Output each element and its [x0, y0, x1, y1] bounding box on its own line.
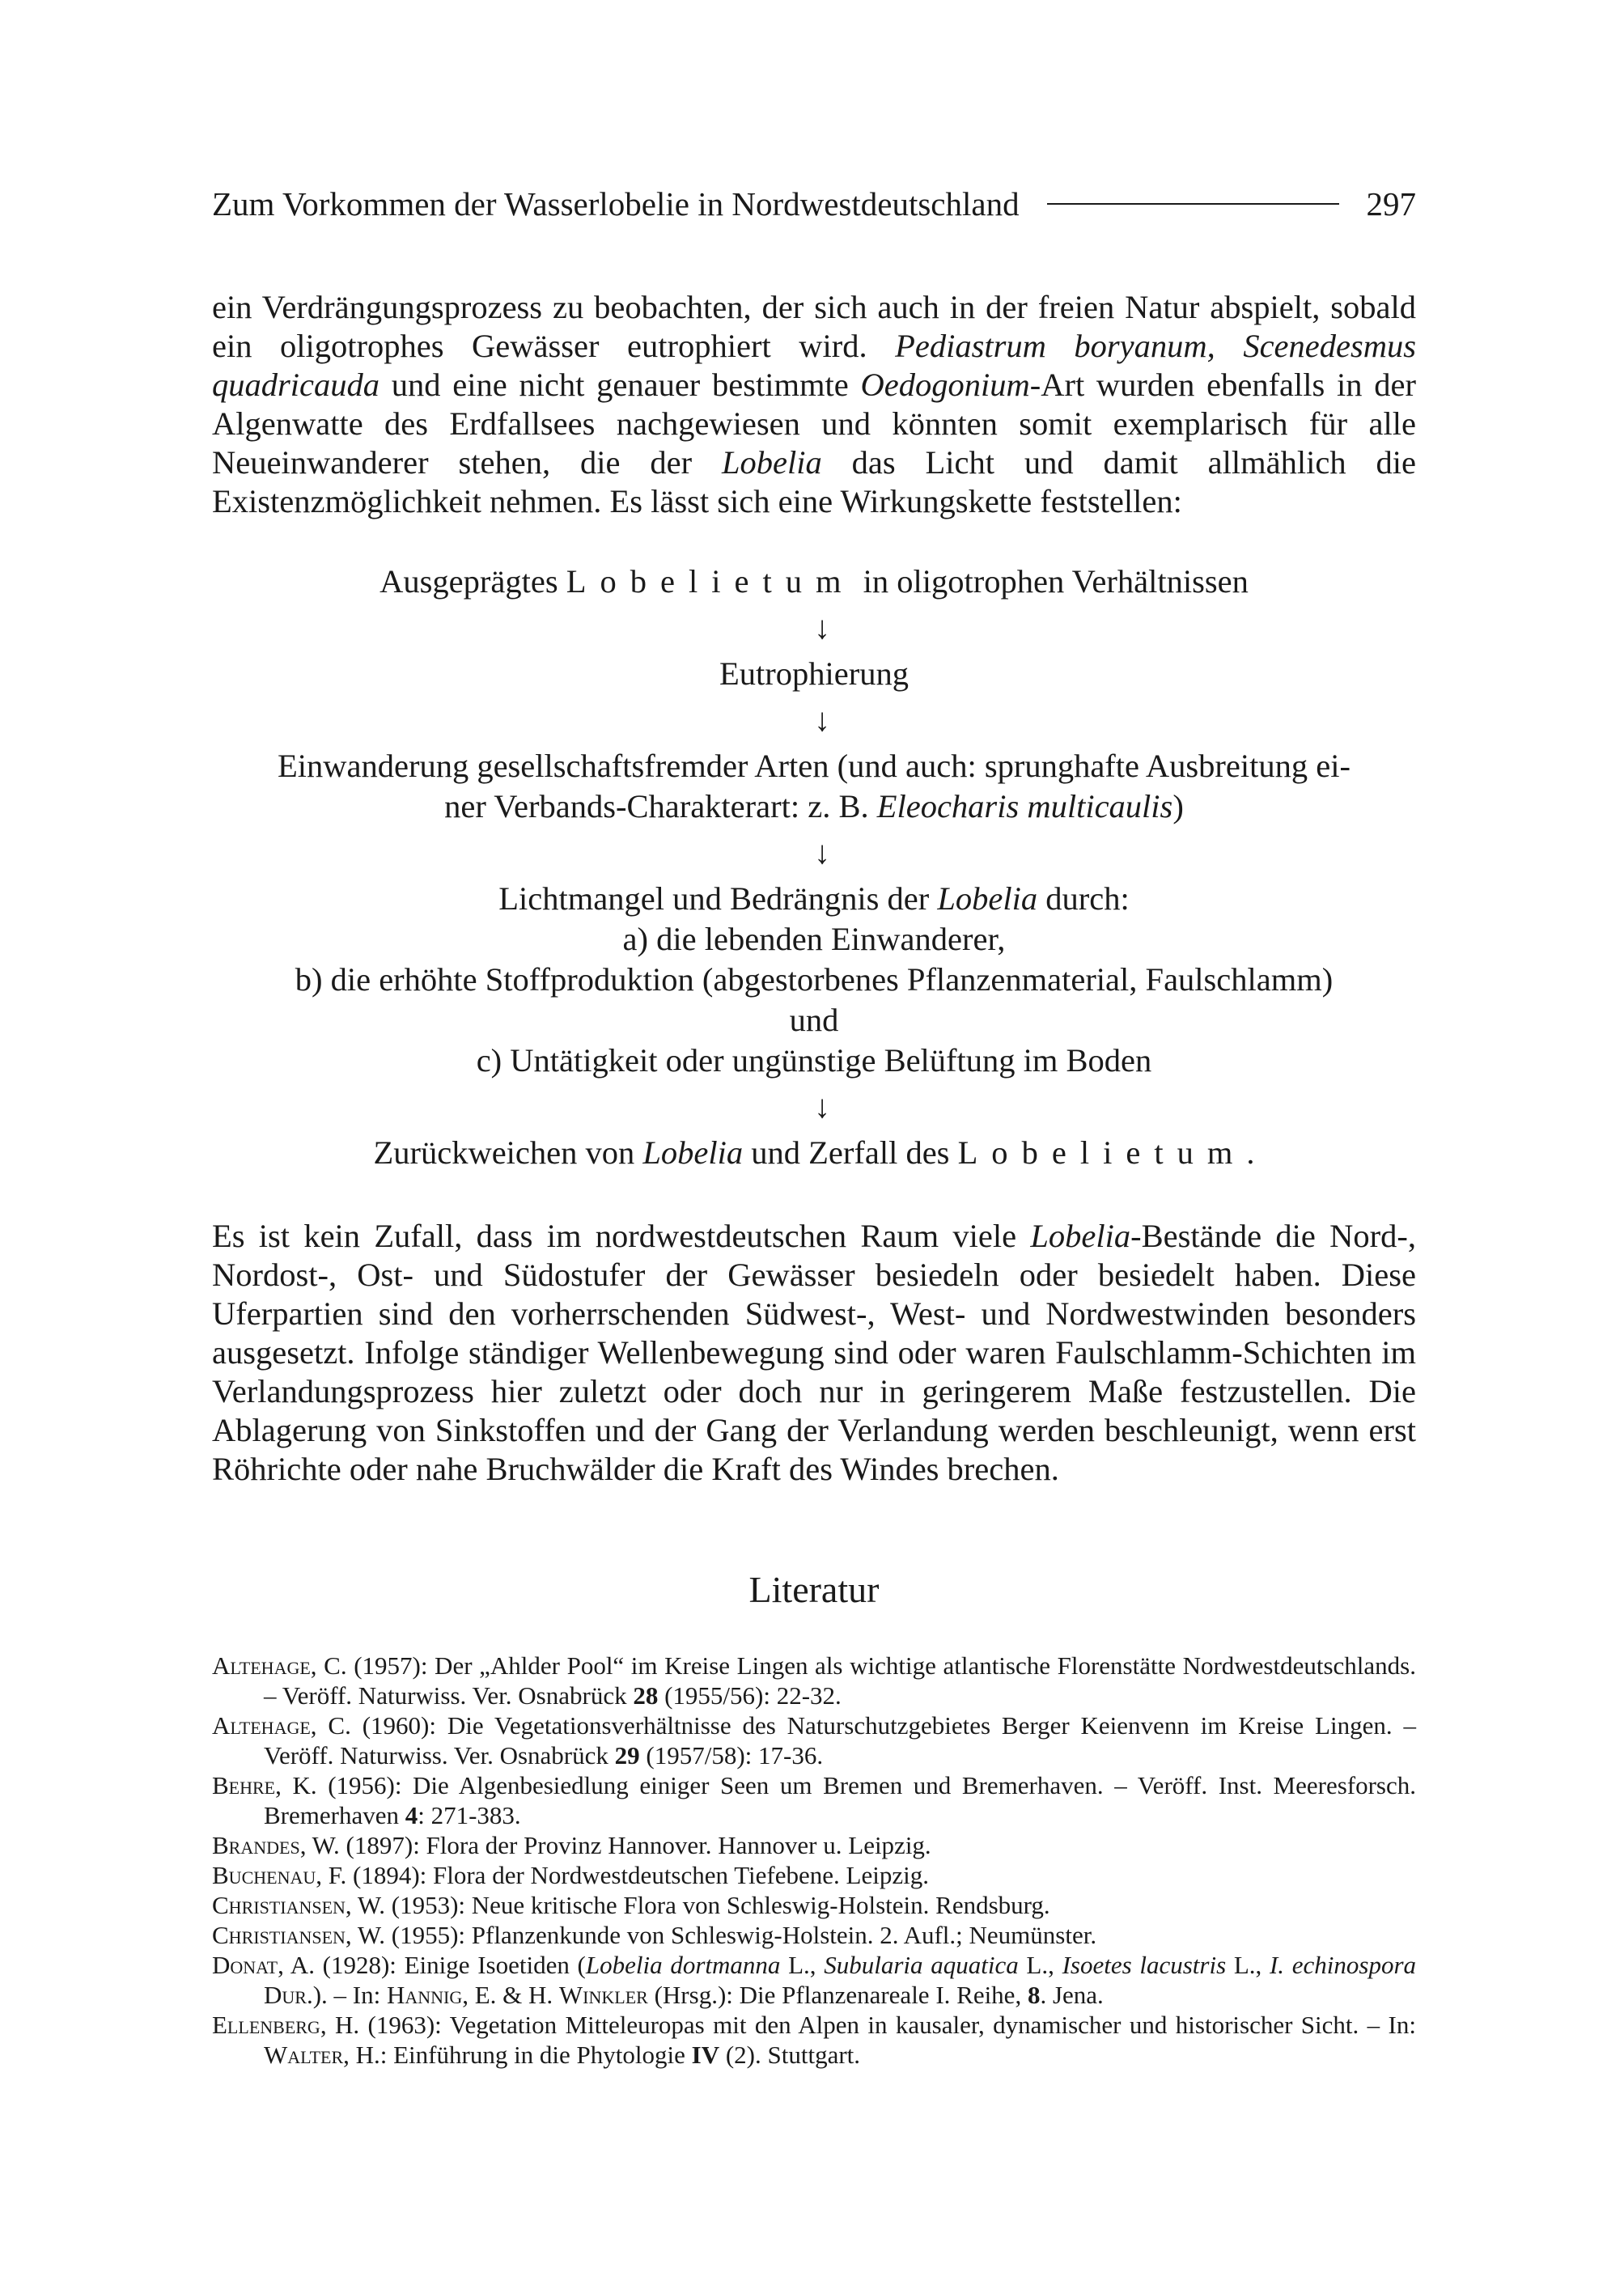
reference-item — [212, 1770, 1416, 1830]
italic-taxon: Eleocharis multicaulis — [876, 788, 1173, 824]
text-run: , W. (1897): Flora der Provinz Hannover. Hannover u. Leipzig. — [299, 1831, 931, 1859]
author: Brandes — [212, 1831, 300, 1859]
spaced-term: Lobelietum — [957, 1134, 1247, 1171]
text-run: L., — [1226, 1951, 1270, 1979]
text-line: Einwanderung gesellschaftsfremder Arten (und auch: sprunghafte Ausbreitung ei- — [278, 748, 1351, 784]
down-arrow-icon: ↓ — [814, 1088, 830, 1125]
reference-item — [212, 2010, 1416, 2070]
italic-taxon: Lobelia — [642, 1134, 744, 1171]
reference-item — [212, 1651, 1416, 1710]
chain-step-1 — [212, 562, 1416, 602]
author: Buchenau — [212, 1861, 316, 1889]
reference-item — [212, 1830, 1416, 1860]
text-line: und — [789, 1002, 839, 1038]
paragraph-text — [212, 288, 1416, 521]
text-run: Lichtmangel und Bedrängnis der — [498, 880, 938, 917]
reference-list — [212, 1651, 1416, 2070]
text-run: ein Verdrängungsprozess zu beobachten, der sich auch in der freien Natur abspielt, sobald ein oligotrophes Gewässer eutrophiert wird. — [212, 289, 1416, 364]
down-arrow-icon: ↓ — [814, 609, 830, 646]
author: Dur — [264, 1981, 307, 2009]
text-run: , F. (1894): Flora der Nordwestdeutschen Tiefebene. Leipzig. — [316, 1861, 929, 1889]
italic-taxon: Lobelia — [1030, 1218, 1131, 1254]
volume: IV — [691, 2041, 720, 2069]
chain-step-3 — [212, 746, 1416, 827]
text-line: b) die erhöhte Stoffproduktion (abgestorbenes Pflanzenmaterial, Faulschlamm) — [295, 961, 1334, 998]
body-paragraph-1 — [212, 288, 1416, 521]
italic-taxon: Subularia aquatica — [824, 1951, 1019, 1979]
text-run: -Bestände die Nord-, Nordost-, Ost- und Südostufer der Gewässer besiedeln oder besiedelt haben. Diese Uferpartien sind den vorherrschenden Südwest-, West- und Nordwestwinden besonders ausgesetzt. Infolge ständiger Wellenbewegung sind oder waren Faulschlamm-Schichten im Verlandungsprozess hier zuletzt oder doch nur in geringerem Maße festzustellen. Die Ablagerung von Sinkstoffen und der Gang der Verlandung werden beschleunigt, wenn erst Röhrichte oder nahe Bruchwälder die Kraft des Windes brechen. — [212, 1218, 1416, 1487]
text-run: , W. (1953): Neue kritische Flora von Schleswig-Holstein. Rendsburg. — [345, 1891, 1050, 1919]
author: Donat — [212, 1951, 278, 1979]
reference-item — [212, 1950, 1416, 2010]
reference-item — [212, 1890, 1416, 1920]
chain-step-4 — [212, 879, 1416, 1081]
italic-taxon: Lobelia — [721, 444, 822, 481]
text-run: L., — [1018, 1951, 1062, 1979]
text-run: , C. (1957): Der „Ahlder Pool“ im Kreise Lingen als wichtige atlantische Florenstätte Nordwestdeutschlands. – Veröff. Naturwiss. Ver. Osnabrück — [264, 1651, 1416, 1710]
text-run: , E. & H. — [462, 1981, 559, 2009]
author: Altehage — [212, 1651, 311, 1680]
literature-heading: Literatur — [748, 1569, 880, 1610]
text-run: (2). Stuttgart. — [719, 2041, 861, 2069]
text-run: -Art wurden ebenfalls in der Algenwatte des Erdfallsees nachgewiesen und könnten somit exemplarisch für alle Neueinwanderer stehen, die der — [212, 367, 1416, 481]
italic-taxon: Lobelia — [937, 880, 1038, 917]
author: Christiansen — [212, 1891, 346, 1919]
reference-item — [212, 1920, 1416, 1950]
effect-chain — [212, 562, 1416, 1173]
text-run: L., — [780, 1951, 825, 1979]
volume: 8 — [1027, 1981, 1041, 2009]
author: Ellenberg — [212, 2011, 320, 2039]
text-run: durch: — [1037, 880, 1130, 917]
running-header — [212, 180, 1416, 228]
author: Behre — [212, 1771, 276, 1799]
down-arrow-icon: ↓ — [814, 701, 830, 738]
italic-taxon: Lobelia dortmanna — [585, 1951, 781, 1979]
text-run: . — [1246, 1134, 1255, 1171]
page-number: 297 — [1366, 185, 1416, 223]
reference-item — [212, 1860, 1416, 1890]
text-line: c) Untätigkeit oder ungünstige Belüftung im Boden — [476, 1042, 1152, 1079]
author: Christiansen — [212, 1921, 346, 1949]
text-run: in oligotrophen Verhältnissen — [854, 563, 1249, 600]
text-line: a) die lebenden Einwanderer, — [622, 921, 1006, 957]
text-run: (1957/58): 17-36. — [639, 1741, 824, 1770]
text-run: . Jena. — [1040, 1981, 1104, 2009]
text-run: , H.: Einführung in die Phytologie — [343, 2041, 692, 2069]
text-line — [212, 879, 1416, 919]
text-run: , A. (1928): Einige Isoetiden ( — [278, 1951, 586, 1979]
paragraph-text — [212, 1217, 1416, 1489]
italic-taxon: Isoetes lacustris — [1062, 1951, 1227, 1979]
chain-step-5 — [212, 1133, 1416, 1173]
author: Hannig — [386, 1981, 463, 2009]
text-run: und Zerfall des — [743, 1134, 958, 1171]
volume: 4 — [405, 1801, 418, 1829]
text-run: (Hrsg.): Die Pflanzenareale I. Reihe, — [647, 1981, 1028, 2009]
text-run: , C. (1960): Die Vegetationsverhältnisse des Naturschutzgebietes Berger Keienvenn im Kreise Lingen. – Veröff. Naturwiss. Ver. Osnabrück — [264, 1711, 1416, 1770]
italic-taxon: Oedogonium — [860, 367, 1030, 403]
author: Altehage — [212, 1711, 311, 1740]
header-rule — [1047, 203, 1339, 205]
reference-item — [212, 1710, 1416, 1770]
down-arrow-icon: ↓ — [814, 834, 830, 871]
text-run: , K. (1956): Die Algenbesiedlung einiger Seen um Bremen und Bremerhaven. – Veröff. Inst. Meeresforsch. Bremerhaven — [264, 1771, 1416, 1829]
italic-taxon: Pediastrum boryanum, Scenedesmus quadricauda — [212, 328, 1416, 403]
text-run: Es ist kein Zufall, dass im nordwestdeutschen Raum viele — [212, 1218, 1031, 1254]
author: Walter — [264, 2041, 344, 2069]
text-run: Zurückweichen von — [373, 1134, 643, 1171]
spaced-term: Lobelietum — [566, 563, 855, 600]
text-line — [212, 786, 1416, 827]
volume: 29 — [614, 1741, 640, 1770]
text-run: (1955/56): 22-32. — [658, 1681, 842, 1710]
text-run: ) — [1172, 788, 1184, 824]
text-run: Ausgeprägtes — [379, 563, 566, 600]
volume: 28 — [633, 1681, 659, 1710]
author: Winkler — [558, 1981, 648, 2009]
text-run: und eine nicht genauer bestimmte — [379, 367, 861, 403]
body-paragraph-2 — [212, 1217, 1416, 1489]
text-run: ner Verbands-Charakterart: z. B. — [444, 788, 877, 824]
text-run: : 271-383. — [418, 1801, 521, 1829]
text-run: , H. (1963): Vegetation Mitteleuropas mit den Alpen in kausaler, dynamischer und historischer Sicht. – In: — [320, 2011, 1416, 2039]
chain-step-2: Eutrophierung — [719, 655, 909, 692]
text-run: .). – In: — [306, 1981, 387, 2009]
text-run: das Licht und damit allmählich die Existenzmöglichkeit nehmen. Es lässt sich eine Wirkungskette feststellen: — [212, 444, 1416, 519]
running-title: Zum Vorkommen der Wasserlobelie in Nordwestdeutschland — [212, 185, 1020, 223]
italic-taxon: I. echinospora — [1269, 1951, 1417, 1979]
text-run: , W. (1955): Pflanzenkunde von Schleswig-Holstein. 2. Aufl.; Neumünster. — [345, 1921, 1097, 1949]
